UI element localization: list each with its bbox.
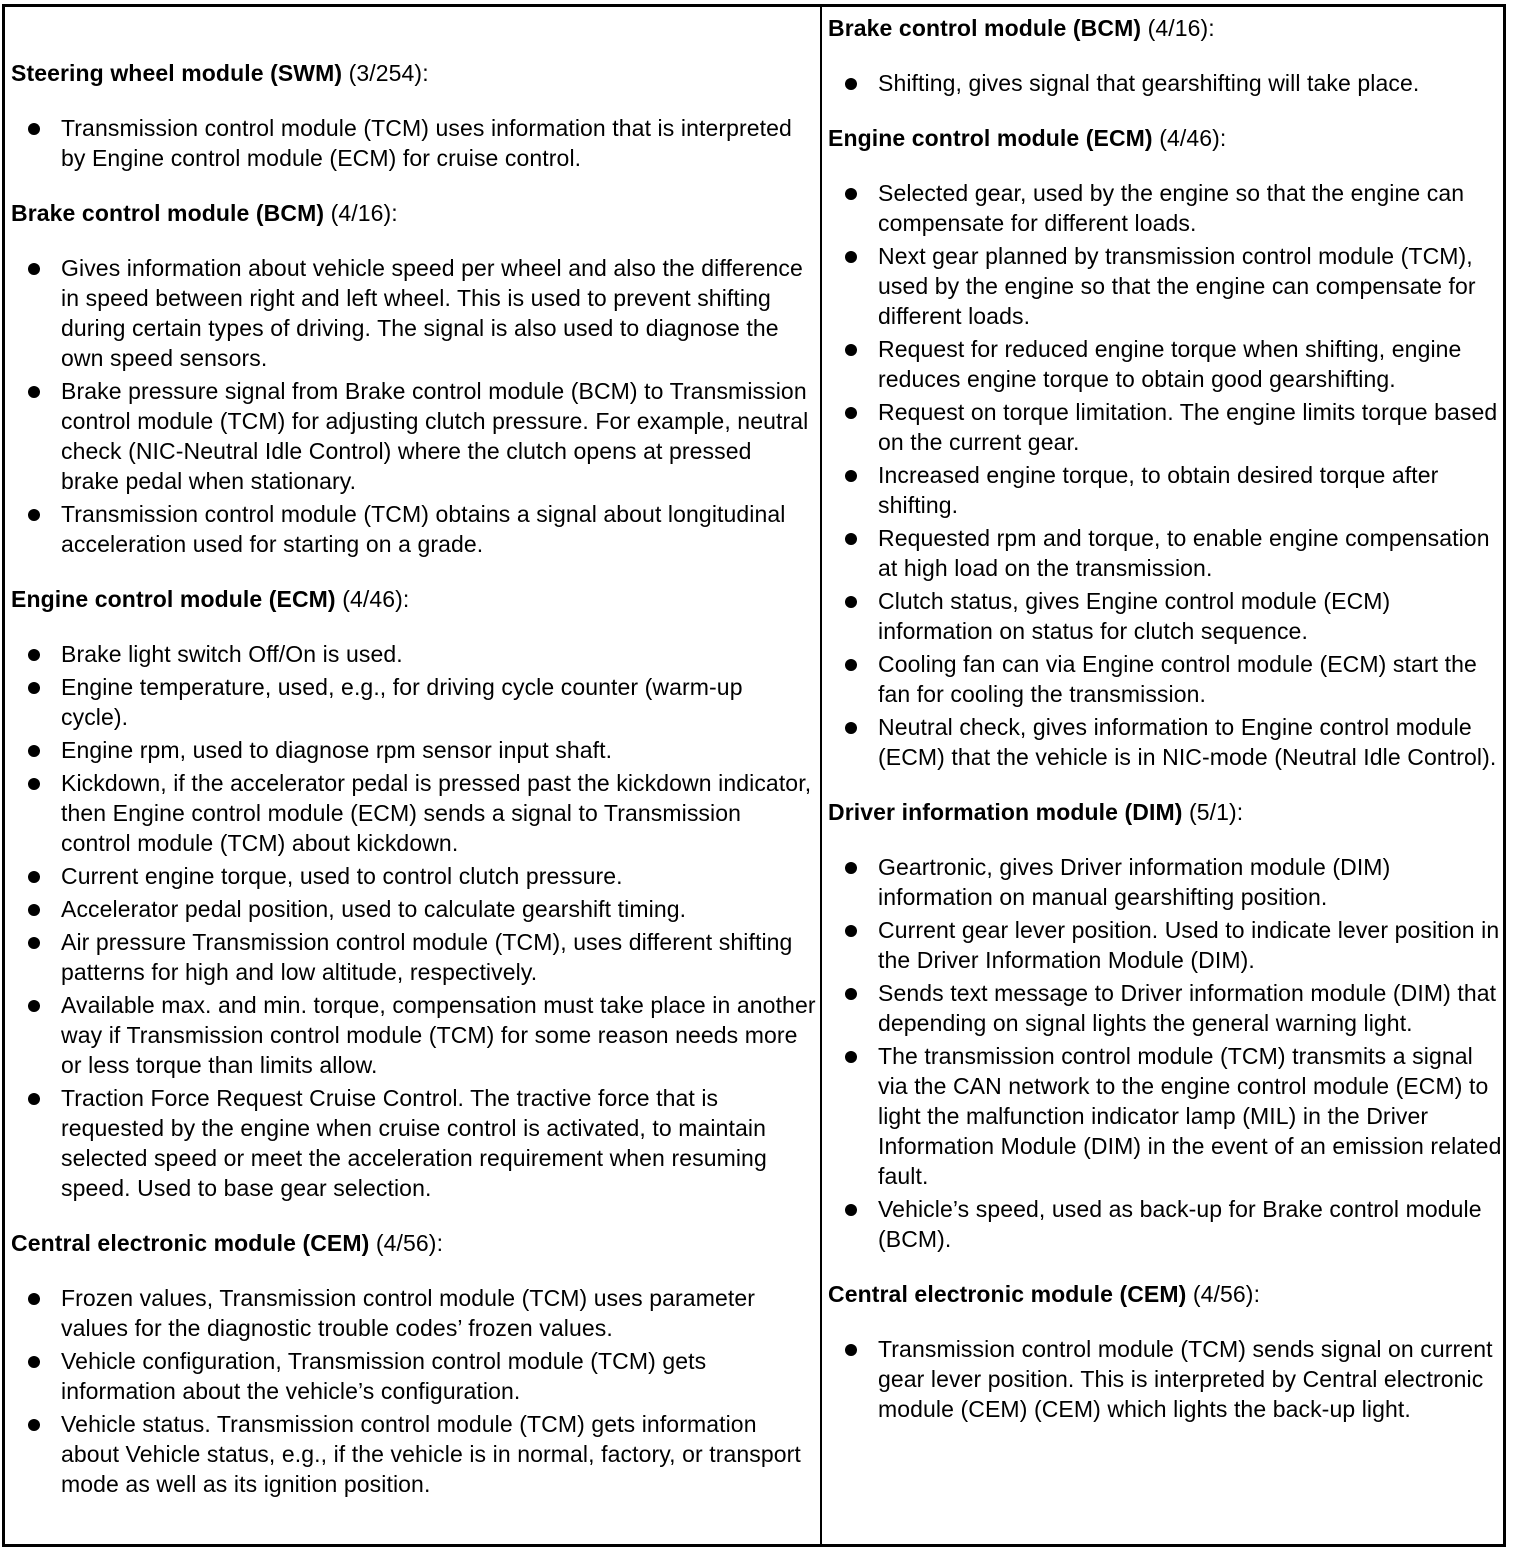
bullet-icon	[845, 862, 857, 874]
bullet-list	[11, 639, 816, 1203]
bullet-icon	[28, 649, 40, 661]
list-item-text: Increased engine torque, to obtain desired torque after shifting.	[878, 462, 1439, 518]
list-item-text: Traction Force Request Cruise Control. The tractive force that is requested by the engine when cruise control is activated, to maintain selected speed or meet the acceleration requirement when resuming speed. Used to base gear selection.	[61, 1085, 767, 1201]
bullet-icon	[28, 904, 40, 916]
list-item-text: Engine temperature, used, e.g., for driving cycle counter (warm-up cycle).	[61, 674, 743, 730]
section-heading	[828, 123, 1504, 153]
module-name: Brake control module (BCM)	[828, 15, 1142, 41]
list-item-text: Clutch status, gives Engine control module (ECM) information on status for clutch sequence.	[878, 588, 1391, 644]
list-item-text: Sends text message to Driver information module (DIM) that depending on signal lights the general warning light.	[878, 980, 1497, 1036]
list-item-text: Cooling fan can via Engine control module (ECM) start the fan for cooling the transmission.	[878, 651, 1477, 707]
list-item	[828, 68, 1504, 98]
bullet-icon	[845, 533, 857, 545]
bullet-icon	[28, 263, 40, 275]
list-item-text: Frozen values, Transmission control module (TCM) uses parameter values for the diagnostic trouble codes’ frozen values.	[61, 1285, 755, 1341]
section-heading	[828, 1279, 1504, 1309]
bullet-icon	[28, 509, 40, 521]
list-item-text: Brake pressure signal from Brake control module (BCM) to Transmission control module (TCM) for adjusting clutch pressure. For example, neutral check (NIC-Neutral Idle Control) where the clutch opens at pressed brake pedal when stationary.	[61, 378, 809, 494]
list-item-text: Brake light switch Off/On is used.	[61, 641, 403, 667]
bullet-icon	[845, 659, 857, 671]
list-item-text: Next gear planned by transmission control module (TCM), used by the engine so that the engine can compensate for different loads.	[878, 243, 1476, 329]
list-item-text: Gives information about vehicle speed per wheel and also the difference in speed between right and left wheel. This is used to prevent shifting during certain types of driving. The signal is also used to diagnose the own speed sensors.	[61, 255, 803, 371]
section-heading	[11, 1228, 816, 1258]
section-heading	[11, 198, 816, 228]
section-heading	[11, 58, 816, 88]
module-name: Brake control module (BCM)	[11, 200, 325, 226]
list-item	[11, 499, 816, 559]
list-item	[828, 1334, 1504, 1424]
list-item-text: Transmission control module (TCM) uses information that is interpreted by Engine control module (ECM) for cruise control.	[61, 115, 792, 171]
module-code: (4/56):	[369, 1230, 444, 1256]
bullet-list	[828, 852, 1504, 1254]
list-item	[828, 178, 1504, 238]
list-item	[11, 1283, 816, 1343]
list-item-text: Kickdown, if the accelerator pedal is pressed past the kickdown indicator, then Engine control module (ECM) sends a signal to Transmission control module (TCM) about kickdown.	[61, 770, 812, 856]
bullet-list	[11, 113, 816, 173]
bullet-icon	[28, 1419, 40, 1431]
list-item-text: Air pressure Transmission control module (TCM), uses different shifting patterns for high and low altitude, respectively.	[61, 929, 793, 985]
bullet-icon	[845, 722, 857, 734]
list-item	[11, 768, 816, 858]
bullet-icon	[28, 1000, 40, 1012]
module-code: (5/1):	[1182, 799, 1244, 825]
list-item-text: Available max. and min. torque, compensation must take place in another way if Transmission control module (TCM) for some reason needs more or less torque than limits allow.	[61, 992, 816, 1078]
list-item-text: Current gear lever position. Used to indicate lever position in the Driver Information Module (DIM).	[878, 917, 1500, 973]
list-item-text: Vehicle’s speed, used as back-up for Brake control module (BCM).	[878, 1196, 1482, 1252]
bullet-icon	[845, 470, 857, 482]
module-code: (4/16):	[324, 200, 398, 226]
list-item-text: Selected gear, used by the engine so that the engine can compensate for different loads.	[878, 180, 1465, 236]
bullet-list	[11, 253, 816, 559]
bullet-list	[11, 1283, 816, 1499]
module-name: Central electronic module (CEM)	[828, 1281, 1187, 1307]
list-item	[828, 460, 1504, 520]
module-section	[828, 797, 1504, 1254]
list-item	[828, 978, 1504, 1038]
bullet-icon	[845, 188, 857, 200]
module-name: Central electronic module (CEM)	[11, 1230, 370, 1256]
list-item	[11, 1346, 816, 1406]
module-code: (4/46):	[1152, 125, 1227, 151]
list-item	[828, 523, 1504, 583]
list-item	[11, 113, 816, 173]
list-item	[11, 253, 816, 373]
list-item	[11, 639, 816, 669]
bullet-icon	[28, 386, 40, 398]
list-item-text: Vehicle configuration, Transmission control module (TCM) gets information about the vehicle’s configuration.	[61, 1348, 707, 1404]
list-item	[828, 915, 1504, 975]
bullet-icon	[845, 925, 857, 937]
left-column	[11, 58, 816, 1524]
bullet-icon	[28, 937, 40, 949]
module-code: (4/56):	[1186, 1281, 1261, 1307]
module-code: (4/16):	[1141, 15, 1215, 41]
bullet-icon	[28, 1356, 40, 1368]
module-section	[11, 584, 816, 1203]
list-item	[11, 376, 816, 496]
list-item	[11, 1083, 816, 1203]
right-column	[828, 13, 1504, 1449]
list-item	[828, 397, 1504, 457]
list-item-text: Vehicle status. Transmission control module (TCM) gets information about Vehicle status, e.g., if the vehicle is in normal, factory, or transport mode as well as its ignition position.	[61, 1411, 801, 1497]
module-name: Engine control module (ECM)	[828, 125, 1153, 151]
list-item	[11, 672, 816, 732]
list-item-text: Neutral check, gives information to Engine control module (ECM) that the vehicle is in NIC-mode (Neutral Idle Control).	[878, 714, 1497, 770]
bullet-icon	[845, 78, 857, 90]
section-heading	[828, 797, 1504, 827]
list-item-text: Accelerator pedal position, used to calculate gearshift timing.	[61, 896, 687, 922]
module-section	[11, 198, 816, 559]
bullet-icon	[28, 871, 40, 883]
module-section	[828, 13, 1504, 98]
list-item	[828, 334, 1504, 394]
module-code: (4/46):	[335, 586, 410, 612]
list-item	[828, 1194, 1504, 1254]
module-code: (3/254):	[342, 60, 429, 86]
list-item-text: Request on torque limitation. The engine limits torque based on the current gear.	[878, 399, 1498, 455]
module-name: Engine control module (ECM)	[11, 586, 336, 612]
bullet-icon	[845, 344, 857, 356]
list-item	[828, 241, 1504, 331]
bullet-list	[828, 68, 1504, 98]
list-item-text: Request for reduced engine torque when shifting, engine reduces engine torque to obtain good gearshifting.	[878, 336, 1462, 392]
bullet-icon	[28, 682, 40, 694]
bullet-icon	[28, 745, 40, 757]
list-item	[828, 1041, 1504, 1191]
list-item-text: Shifting, gives signal that gearshifting will take place.	[878, 70, 1420, 96]
list-item-text: Geartronic, gives Driver information module (DIM) information on manual gearshifting position.	[878, 854, 1391, 910]
list-item	[828, 852, 1504, 912]
bullet-icon	[845, 988, 857, 1000]
list-item-text: The transmission control module (TCM) transmits a signal via the CAN network to the engine control module (ECM) to light the malfunction indicator lamp (MIL) in the Driver Information Module (DIM) in the event of an emission related fault.	[878, 1043, 1502, 1189]
bullet-icon	[28, 123, 40, 135]
bullet-list	[828, 1334, 1504, 1424]
bullet-icon	[845, 251, 857, 263]
bullet-icon	[845, 1051, 857, 1063]
module-section	[828, 123, 1504, 772]
list-item-text: Engine rpm, used to diagnose rpm sensor input shaft.	[61, 737, 613, 763]
bullet-icon	[28, 1093, 40, 1105]
module-section	[11, 1228, 816, 1499]
bullet-icon	[28, 1293, 40, 1305]
bullet-icon	[845, 1204, 857, 1216]
module-name: Driver information module (DIM)	[828, 799, 1183, 825]
list-item	[11, 927, 816, 987]
module-name: Steering wheel module (SWM)	[11, 60, 343, 86]
list-item	[11, 861, 816, 891]
bullet-icon	[845, 407, 857, 419]
bullet-icon	[845, 1344, 857, 1356]
column-divider	[820, 4, 822, 1547]
module-section	[11, 58, 816, 173]
bullet-list	[828, 178, 1504, 772]
list-item-text: Transmission control module (TCM) sends signal on current gear lever position. This is interpreted by Central electronic module (CEM) (CEM) which lights the back-up light.	[878, 1336, 1493, 1422]
list-item	[11, 990, 816, 1080]
section-heading	[11, 584, 816, 614]
list-item-text: Requested rpm and torque, to enable engine compensation at high load on the transmission.	[878, 525, 1490, 581]
bullet-icon	[845, 596, 857, 608]
list-item	[828, 712, 1504, 772]
section-heading	[828, 13, 1504, 43]
module-section	[828, 1279, 1504, 1424]
list-item	[11, 1409, 816, 1499]
list-item	[11, 894, 816, 924]
list-item	[828, 586, 1504, 646]
list-item-text: Current engine torque, used to control clutch pressure.	[61, 863, 623, 889]
list-item	[11, 735, 816, 765]
bullet-icon	[28, 778, 40, 790]
list-item-text: Transmission control module (TCM) obtains a signal about longitudinal acceleration used for starting on a grade.	[61, 501, 786, 557]
list-item	[828, 649, 1504, 709]
